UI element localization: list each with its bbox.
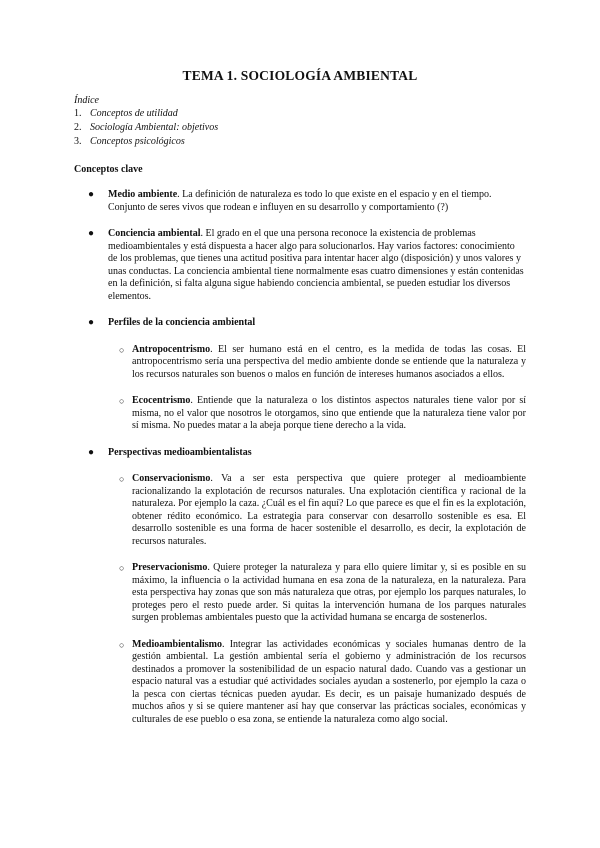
term-perfiles: Perfiles de la conciencia ambiental: [108, 317, 256, 328]
index-item-number: 3.: [74, 136, 82, 147]
term-preservacionismo: Preservacionismo: [132, 562, 208, 573]
bullet-conciencia-ambiental: [74, 228, 526, 303]
index-list: [74, 107, 526, 149]
sub-ecocentrismo: [74, 395, 526, 433]
index-item: [74, 121, 526, 135]
term-antropocentrismo: Antropocentrismo: [132, 343, 211, 355]
index-item-text: Conceptos de utilidad: [90, 108, 178, 119]
text-medio-ambiente: . La definición de naturaleza es todo lo que existe en el espacio y en el tiempo. Conjunto de seres vivos que rodean e influyen en su desarrollo y comportamiento (?): [108, 189, 492, 213]
text-antropocentrismo: . El ser humano está en el centro, es la medida de todas las cosas. El antropocentrismo sería una perspectiva del medio ambiente donde se entiende que la naturaleza y los recursos naturales son buenos o malos en función de intereses humanos asociados a ellos.: [132, 343, 526, 380]
index-item-text: Conceptos psicológicos: [90, 136, 185, 147]
text-ecocentrismo: . Entiende que la naturaleza o los distintos aspectos naturales tiene valor por sí misma, no el valor que nosotros le otorgamos, sino que entiende que la naturaleza tiene valor por sí misma. No puedes matar a la abeja porque tiene derecho a la vida.: [132, 395, 526, 431]
sub-bullet-icon: ○: [119, 344, 125, 355]
bullet-icon: ●: [88, 228, 95, 239]
sub-antropocentrismo: [74, 344, 526, 382]
sub-bullet-icon: ○: [119, 474, 125, 484]
term-ecocentrismo: Ecocentrismo: [132, 395, 191, 406]
sub-preservacionismo: [74, 562, 526, 625]
index-item-text: Sociología Ambiental: objetivos: [90, 122, 219, 133]
section-title-conceptos-clave: Conceptos clave: [74, 164, 143, 175]
bullet-medio-ambiente: [74, 189, 526, 214]
text-preservacionismo: . Quiere proteger la naturaleza y para ello quiere limitar y, si es posible en su máximo, la influencia o la actividad humana en esa zona de la naturaleza, en la naturaleza. Para esta perspectiva hay zonas que son más naturaleza que otras, por ejemplo los parques naturales, lo proteges pero el resto puede arder. Si quitas la intervención humana de los parques naturales surgen problemas ambientales puesto que la actividad humana se encarga de sostenerlos.: [132, 562, 526, 623]
bullet-icon: ●: [88, 189, 95, 200]
index-label: Índice: [74, 95, 99, 106]
term-conservacionismo: Conservacionismo: [132, 473, 211, 484]
sub-bullet-icon: ○: [119, 396, 125, 406]
term-medioambientalismo: Medioambientalismo: [132, 638, 222, 650]
index-item: [74, 135, 526, 149]
index-item-number: 1.: [74, 108, 82, 119]
sub-bullet-icon: ○: [119, 639, 125, 650]
page-title: TEMA 1. SOCIOLOGÍA AMBIENTAL: [182, 68, 418, 83]
term-conciencia-ambiental: Conciencia ambiental: [108, 228, 201, 239]
bullet-icon: ●: [88, 446, 95, 458]
bullet-perfiles: [74, 317, 526, 330]
sub-bullet-icon: ○: [119, 563, 125, 573]
text-conciencia-ambiental: . El grado en el que una persona reconoce la existencia de problemas medioambientales y está dispuesta a hacer algo para solucionarlos. Hay varios factores: conocimiento de los problemas, que tienes una actitud positiva para intentar hacer algo (disposición) y unos valores y unas conductas. La conciencia ambiental tiene normalmente esas cuatro dimensiones y están contenidas en la definición, si falta alguna sigue habiendo conciencia ambiental, se pueden estudiar los diversos elementos.: [108, 228, 524, 302]
bullet-perspectivas: [74, 447, 526, 460]
index-item-number: 2.: [74, 122, 82, 133]
term-medio-ambiente: Medio ambiente: [108, 189, 178, 200]
term-perspectivas: Perspectivas medioambientalistas: [108, 446, 252, 458]
text-medioambientalismo: . Integrar las actividades económicas y sociales humanas dentro de la gestión ambiental. La gestión ambiental sería el gobierno y administración de los recursos destinados a promover la sostenibilidad de un espacio natural dado. Cuando vas a gestionar un espacio natural vas a estudiar qué actividades sociales ayudan a sostenerlo, por ejemplo la caza o la pesca con ciertas técnicas pueden ayudar. Es decir, es un paisaje humanizado después de muchos años y si se quiere mantener así hay que conservar las prácticas sociales, económicas y culturales de ese pueblo o esa zona, se entiende la naturaleza como algo social.: [132, 638, 526, 725]
bullet-icon: ●: [88, 317, 95, 328]
sub-conservacionismo: [74, 473, 526, 548]
index-item: [74, 107, 526, 121]
sub-medioambientalismo: [74, 639, 526, 727]
text-conservacionismo: . Va a ser esta perspectiva que quiere proteger al medioambiente racionalizando la explotación de recursos naturales. Una explotación científica y racional de la naturaleza. Por ejemplo la caza. ¿Cuál es el fin aquí? Lo que parece es que el fin es la explotación, obtener rédito económico. La estrategia para conservar con desarrollo sostenible es esa. El desarrollo sostenible es una forma de hacer sostenible el desarrollo, es decir, la explotación de recursos naturales.: [132, 473, 526, 547]
